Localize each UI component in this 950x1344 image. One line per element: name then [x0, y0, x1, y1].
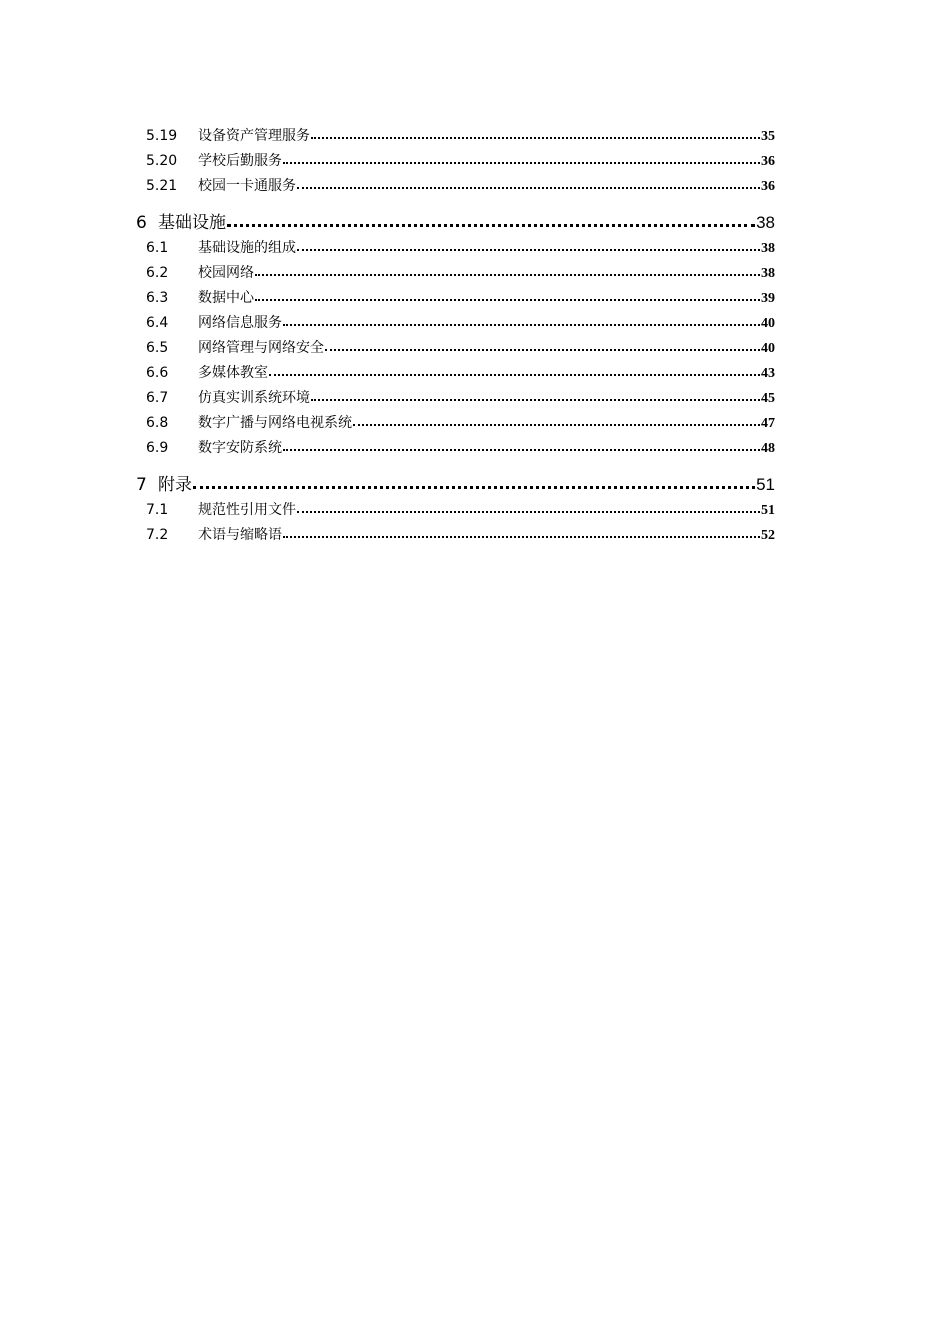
- toc-entry-number: 6.7: [146, 390, 169, 406]
- toc-entry-page: 51: [761, 503, 775, 518]
- toc-entry-title: 数据中心: [198, 290, 254, 306]
- toc-dot-leader: [283, 438, 760, 452]
- toc-entry-number: 6.1: [146, 240, 169, 256]
- toc-entry-page: 45: [761, 391, 775, 406]
- toc-dot-leader: [311, 388, 760, 402]
- toc-entry[interactable]: [146, 288, 775, 308]
- toc-chapter-page: 51: [756, 475, 775, 494]
- toc-entry-title: 设备资产管理服务: [198, 128, 310, 144]
- toc-chapter-entry[interactable]: [136, 211, 775, 235]
- toc-entry-title: 仿真实训系统环境: [198, 390, 310, 406]
- toc-entry-page: 52: [761, 528, 775, 543]
- toc-entry-page: 48: [761, 441, 775, 456]
- toc-entry-page: 39: [761, 291, 775, 306]
- toc-entry-title: 网络信息服务: [198, 315, 282, 331]
- toc-chapter-number: 6: [136, 213, 147, 233]
- toc-entry-title: 规范性引用文件: [198, 502, 296, 518]
- toc-entry[interactable]: [146, 238, 775, 258]
- toc-entry[interactable]: [146, 176, 775, 196]
- toc-dot-leader: [311, 126, 760, 140]
- toc-dot-leader: [255, 263, 760, 277]
- toc-entry-page: 40: [761, 341, 775, 356]
- toc-dot-leader: [353, 413, 760, 427]
- toc-entry[interactable]: [146, 151, 775, 171]
- toc-chapter-entry[interactable]: [136, 473, 775, 497]
- toc-entry[interactable]: [146, 438, 775, 458]
- toc-entry[interactable]: [146, 388, 775, 408]
- toc-chapter-title: 基础设施: [158, 213, 226, 233]
- toc-entry-page: 36: [761, 179, 775, 194]
- toc-entry-page: 38: [761, 266, 775, 281]
- toc-entry-number: 6.2: [146, 265, 169, 281]
- toc-entry[interactable]: [146, 313, 775, 333]
- toc-entry[interactable]: [146, 413, 775, 433]
- toc-entry-title: 学校后勤服务: [198, 153, 282, 169]
- toc-entry-number: 6.9: [146, 440, 169, 456]
- toc-entry[interactable]: [146, 363, 775, 383]
- toc-entry-number: 6.3: [146, 290, 169, 306]
- toc-entry-page: 38: [761, 241, 775, 256]
- toc-entry-page: 35: [761, 129, 775, 144]
- toc-entry-title: 网络管理与网络安全: [198, 340, 324, 356]
- toc-entry-number: 6.6: [146, 365, 169, 381]
- toc-entry-number: 5.21: [146, 178, 178, 194]
- toc-entry-number: 6.5: [146, 340, 169, 356]
- toc-entry-number: 7.2: [146, 527, 169, 543]
- toc-dot-leader: [283, 313, 760, 327]
- toc-chapter-title: 附录: [158, 475, 192, 495]
- toc-entry-page: 43: [761, 366, 775, 381]
- toc-entry-number: 6.8: [146, 415, 169, 431]
- toc-dot-leader: [255, 288, 760, 302]
- toc-dot-leader: [283, 151, 760, 165]
- toc-entry-page: 36: [761, 154, 775, 169]
- toc-entry-title: 校园网络: [198, 265, 254, 281]
- toc-entry-number: 7.1: [146, 502, 169, 518]
- toc-dot-leader: [283, 525, 760, 539]
- toc-entry[interactable]: [146, 263, 775, 283]
- toc-dot-leader: [325, 338, 760, 352]
- toc-dot-leader: [297, 176, 760, 190]
- toc-dot-leader: [193, 473, 755, 490]
- toc-entry-title: 术语与缩略语: [198, 527, 282, 543]
- toc-entry-title: 基础设施的组成: [198, 240, 296, 256]
- toc-dot-leader: [297, 500, 760, 514]
- toc-entry[interactable]: [146, 525, 775, 545]
- toc-chapter-number: 7: [136, 475, 147, 495]
- toc-dot-leader: [269, 363, 760, 377]
- toc-entry-title: 数字安防系统: [198, 440, 282, 456]
- toc-entry[interactable]: [146, 500, 775, 520]
- toc-entry[interactable]: [146, 126, 775, 146]
- toc-entry[interactable]: [146, 338, 775, 358]
- toc-entry-title: 数字广播与网络电视系统: [198, 415, 352, 431]
- toc-entry-page: 47: [761, 416, 775, 431]
- toc-entry-number: 6.4: [146, 315, 169, 331]
- toc-dot-leader: [297, 238, 760, 252]
- toc-entry-number: 5.19: [146, 128, 178, 144]
- toc-entry-number: 5.20: [146, 153, 178, 169]
- toc-entry-page: 40: [761, 316, 775, 331]
- toc-chapter-page: 38: [756, 213, 775, 232]
- toc-dot-leader: [227, 211, 755, 228]
- toc-entry-title: 多媒体教室: [198, 365, 268, 381]
- toc-entry-title: 校园一卡通服务: [198, 178, 296, 194]
